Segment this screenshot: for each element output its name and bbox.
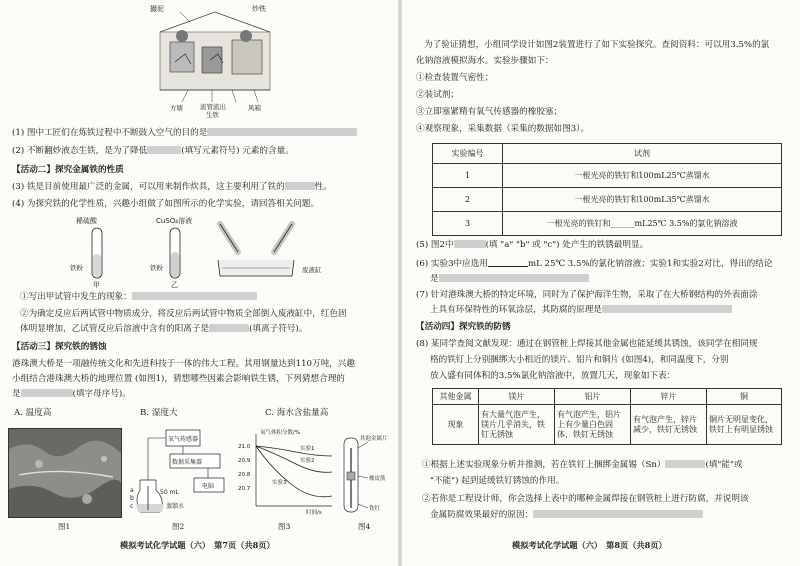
question-4-1: ①写出甲试管中发生的现象： <box>20 292 257 303</box>
question-4-2-line2: 体明显增加，乙试管反应后溶液中含有的阳离子是 (填离子符号)。 <box>20 324 308 334</box>
step-3: ③立即塞紧精有氧气传感器的橡胶塞； <box>416 107 563 117</box>
figure-3-chart <box>236 428 336 520</box>
answer-blank-3[interactable] <box>285 182 315 190</box>
intro-line2: 化钠溶液模拟海水。实验步骤如下： <box>416 56 554 66</box>
label-churn: 撮泥 <box>150 5 164 13</box>
page-footer-left: 模拟考试化学试题（六） 第7页（共8页） <box>120 540 275 550</box>
answer-blank-4-2[interactable] <box>209 324 249 332</box>
caption-fig1: 图1 <box>58 522 71 531</box>
paragraph-line2: 小组结合港珠澳大桥的地理位置 (如图1)，猜想哪些因素会影响铁生锈，下列猜想合理的 <box>12 374 345 384</box>
table1-header-reagent: 试剂 <box>503 144 782 164</box>
question-3: (3) 铁是目前使用最广泛的金属，可以用来制作炊具，这主要利用了铁的 性。 <box>12 182 332 192</box>
series-label-3: 实验3 <box>272 480 287 486</box>
question-5: (5) 图2中 (填 "a" "b" 或 "c") 处产生的铁锈最明显。 <box>416 240 649 250</box>
label-flow: 流管流出 <box>200 103 226 111</box>
test-tube-figure <box>70 214 340 288</box>
table2-row-label: 现象 <box>433 405 479 445</box>
question-7-line1: (7) 针对港珠澳大桥的特定环境，同时为了保护海洋生物，采取了在大桥钢结构的外表面涂 <box>416 290 758 300</box>
table1-cell: 一根光亮的铁钉和100mL35℃蒸馏水 <box>503 188 782 212</box>
label-iron-powder-2: 铁粉 <box>150 264 163 272</box>
svg-text:20.8: 20.8 <box>238 472 251 478</box>
label-iron: 生铁 <box>206 111 219 119</box>
question-8-2-line1: ②若你是工程设计师，你会选择上表中的哪种金属焊接在钢管桩上进行防腐，并说明该 <box>422 494 749 504</box>
caption-fig2: 图2 <box>172 522 185 531</box>
question-8-1-cont: "不能") 起到延缓铁钉锈蚀的作用。 <box>430 476 565 486</box>
experiment-table <box>432 143 782 236</box>
paragraph-line3: 是 (填字母序号)。 <box>12 389 131 399</box>
table1-cell: 一根光亮的铁钉和______mL25℃ 3.5%的氯化钠溶液 <box>503 212 782 236</box>
answer-blank-8-2[interactable] <box>533 510 703 518</box>
step-1: ①检查装置气密性； <box>416 73 494 83</box>
table2-header: 镁片 <box>479 389 555 405</box>
question-4-2-line1: ②为确定反应后两试管中物质成分，将反应后两试管中物质全部倒入废液缸中，红色固 <box>20 309 347 319</box>
table2-cell-al: 有气泡产生，铝片上有少量白色固体，铁钉无锈蚀 <box>555 405 631 445</box>
activity-3-header: 【活动三】探究铁的锈蚀 <box>12 342 107 352</box>
series-label-1: 实验1 <box>300 446 315 452</box>
table2-cell-cu: 铜片无明显变化，铁钉上有明显锈蚀 <box>707 405 782 445</box>
svg-text:b: b <box>130 495 134 502</box>
table1-cell: 2 <box>433 188 503 212</box>
question-6: (6) 实验3中应选用 mL 25℃ 3.5%的氯化钠溶液；实验1和实验2对比，得出的结论 <box>416 259 773 269</box>
paragraph-line1: 港珠澳大桥是一项融传统文化和先进科技于一体的伟大工程。其用钢量达到110万吨，兴趣 <box>12 359 355 369</box>
table1-cell: 1 <box>433 164 503 188</box>
option-c: C. 海水含盐量高 <box>265 408 329 418</box>
answer-blank-2[interactable] <box>147 146 181 154</box>
label-pool: 方塘 <box>170 104 183 112</box>
answer-blank-5[interactable] <box>454 240 486 248</box>
answer-blank-1[interactable] <box>207 128 357 136</box>
label-data-collector: 数据采集器 <box>172 459 203 466</box>
label-iron-powder-1: 铁粉 <box>70 264 83 272</box>
label-fry: 炒铁 <box>252 5 266 13</box>
question-8-1: ①根据上述实验现象分析并推测，若在铁钉上捆绑金属锡（Sn） (填"能"或 <box>422 460 743 470</box>
label-50ml: 50 mL <box>160 489 179 496</box>
table2-header: 铜 <box>707 389 782 405</box>
svg-text:a: a <box>130 487 134 494</box>
svg-text:20.9: 20.9 <box>238 458 251 464</box>
svg-text:20.7: 20.7 <box>238 486 251 492</box>
question-8-2-line2: 金属防腐效果最好的原因： <box>430 510 703 521</box>
label-other-metal: 其他金属片 <box>360 436 388 442</box>
table1-cell: 3 <box>433 212 503 236</box>
svg-text:c: c <box>130 503 134 510</box>
label-o2-sensor: 氧气传感器 <box>168 436 199 443</box>
figure-1-map <box>8 428 122 518</box>
label-tube-yi: 乙 <box>171 281 178 288</box>
table2-header: 其他金属 <box>433 389 479 405</box>
table2-header: 锌片 <box>631 389 707 405</box>
question-6-cont: 是 <box>430 274 589 285</box>
series-label-2: 实验2 <box>300 458 315 464</box>
intro-line1: 为了验证猜想，小组同学设计如图2装置进行了如下实验探究。查阅资料：可以用3.5%的氯 <box>424 40 770 50</box>
label-distilled-water: 蒸馏水 <box>166 503 185 510</box>
smelting-illustration <box>140 2 280 120</box>
answer-line-6[interactable] <box>488 258 528 267</box>
exam-page-7 <box>0 0 398 566</box>
table1-header-id: 实验编号 <box>433 144 503 164</box>
question-4: (4) 为探究铁的化学性质，兴趣小组做了如图所示的化学实验，请回答相关问题。 <box>12 199 320 209</box>
activity-2-header: 【活动二】探究金属铁的性质 <box>12 165 124 175</box>
option-b: B. 湿度大 <box>140 408 178 418</box>
question-8-line2: 格的铁钉上分别捆绑大小相近的镁片、铝片和铜片 (如图4)，和同温度下，分别 <box>430 355 729 365</box>
label-dilute-h2so4: 稀硫酸 <box>76 217 97 225</box>
table2-header: 铝片 <box>555 389 631 405</box>
table2-cell-mg: 有大量气泡产生，镁片几乎消失，铁钉无锈蚀 <box>479 405 555 445</box>
table1-cell: 一根光亮的铁钉和100mL25℃蒸馏水 <box>503 164 782 188</box>
label-computer: 电脑 <box>202 483 215 490</box>
label-cuso4: CuSO₄溶液 <box>156 217 193 225</box>
answer-blank-6[interactable] <box>439 274 589 282</box>
question-8-line3: 放入盛有同体积的3.5%氯化钠溶液中，放置几天，现象如下表： <box>430 371 676 381</box>
step-4: ④观察现象，采集数据（采集的数据如图3）。 <box>416 124 590 134</box>
label-tube-jia: 甲 <box>93 281 100 288</box>
answer-blank-8-1[interactable] <box>665 460 705 468</box>
question-1: (1) 图中工匠们在炼铁过程中不断鼓入空气的目的是 <box>12 128 357 139</box>
figure-4-nail <box>338 428 396 520</box>
chart-xlabel: 时间/s <box>306 510 322 516</box>
answer-blank-4-1[interactable] <box>132 292 257 300</box>
activity-4-header: 【活动四】探究铁的防锈 <box>416 322 511 332</box>
step-2: ②装试剂； <box>416 90 459 100</box>
label-iron-nail: 铁钉 <box>369 506 381 512</box>
answer-blank-7[interactable] <box>602 305 732 313</box>
chart-ylabel: 氧气体积分数/% <box>260 430 301 436</box>
caption-fig3: 图3 <box>278 522 291 531</box>
page-footer-right: 模拟考试化学试题（六） 第8页（共8页） <box>512 540 667 550</box>
figure-2-apparatus <box>126 428 230 520</box>
caption-fig4: 图4 <box>358 522 371 531</box>
svg-text:21.0: 21.0 <box>238 444 251 450</box>
label-waste-tank: 废液缸 <box>302 266 322 274</box>
label-bellows: 风箱 <box>248 104 261 112</box>
question-7-line2: 上具有环保特性的环氧涂层，其防腐的原理是 <box>430 305 732 316</box>
label-rubber-band: 橡皮筋 <box>369 476 386 482</box>
table2-cell-zn: 有气泡产生，锌片减少，铁钉无锈蚀 <box>631 405 707 445</box>
metal-phenomena-table <box>432 388 782 445</box>
option-a: A. 温度高 <box>14 408 52 418</box>
exam-page-8 <box>402 0 800 566</box>
question-8-line1: (8) 某同学查阅文献发现：通过在钢管桩上焊接其他金属也能延缓其锈蚀，该同学在相同规 <box>416 339 758 349</box>
question-2: (2) 不断翻炒液态生铁，是为了降低 (填写元素符号) 元素的含量。 <box>12 146 294 156</box>
answer-blank-guess[interactable] <box>21 389 73 397</box>
